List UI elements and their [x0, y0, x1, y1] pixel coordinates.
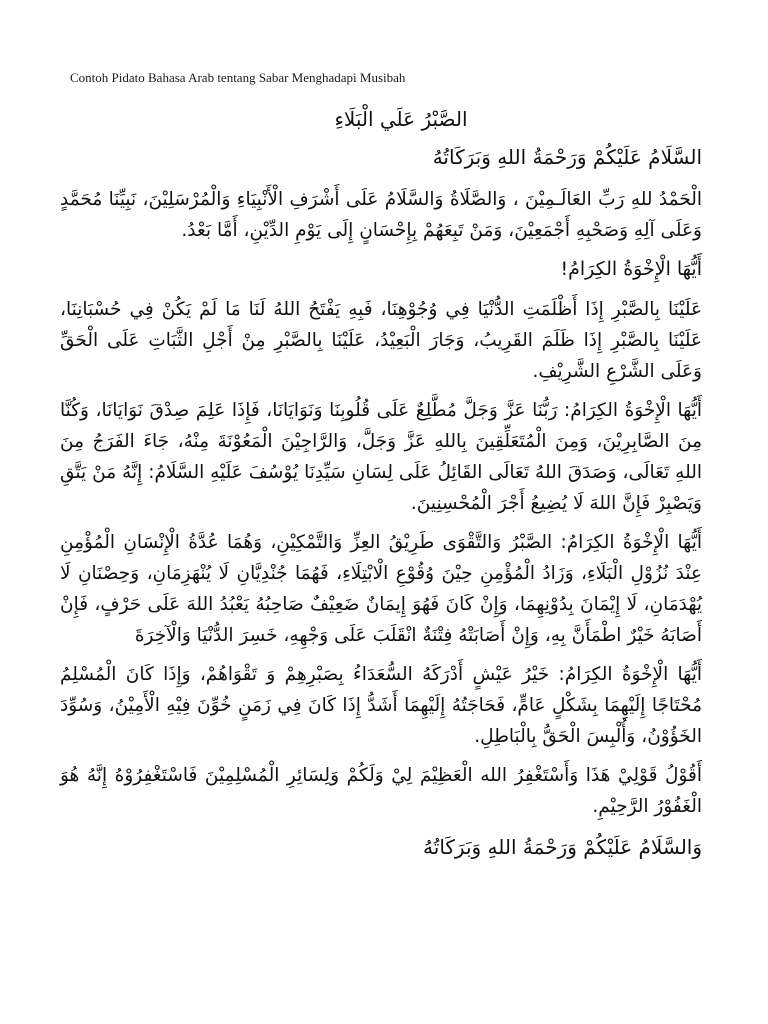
closing-salam: وَالسَّلَامُ عَلَيْكُمْ وَرَحْمَةُ اللهِ وَبَرَكَاتُهُ	[423, 835, 702, 859]
paragraph-istighfar: أَقُوْلُ قَوْلِيْ هَذَا وَأَسْتَغْفِرُ الله الْعَظِيْمَ لِيْ وَلَكُمْ وَلِسَائِرِ الْمُسْلِمِيْنَ فَاسْتَغْفِرُوْهُ إِنَّهُ هُوَ الْغَفُوْرُ الرَّحِيْمِ.	[60, 765, 702, 817]
speech-title: الصَّبْرُ عَلَي الْبَلَاءِ	[334, 107, 468, 131]
paragraph-opening: الْحَمْدُ للهِ رَبِّ العَالَـمِيْنَ ، وَالصَّلَاةُ وَالسَّلَامُ عَلَى أَشْرَفِ الْأَنْبِيَاءِ وَالْمُرْسَلِيْنَ، نَبِيِّنَا مُحَمَّدٍ وَعَلَى آلِهِ وَصَحْبِهِ أَجْمَعِيْنَ، وَمَنْ تَبِعَهُمْ بِإِحْسَانٍ إِلَى يَوْمِ الدِّيْنِ، أَمَّا بَعْدُ.	[60, 189, 702, 241]
opening-salam: السَّلَامُ عَلَيْكُمْ وَرَحْمَةُ اللهِ وَبَرَكَاتُهُ	[432, 145, 702, 169]
paragraph-patience: عَلَيْنَا بِالصَّبْرِ إِذَا أَظْلَمَتِ الدُّنْيَا فِي وُجُوْهِنَا، فَبِهِ يَفْتَحُ اللهُ لَنَا مَا لَمْ يَكُنْ فِي حُسْبَانِنَا، عَلَيْنَا بِالصَّبْرِ إِذَا ظَلَمَ القَرِيبُ، وَجَارَ الْبَعِيْدُ، عَلَيْنَا بِالصَّبْرِ مِنْ أَجْلِ الثَّبَاتِ عَلَى الْحَقِّ وَعَلَى الشَّرْعِ الشَّرِيْفِ.	[60, 299, 702, 382]
document-header: Contoh Pidato Bahasa Arab tentang Sabar Menghadapi Musibah	[70, 70, 406, 85]
paragraph-address: أَيُّهَا الْإِخْوَةُ الكِرَامُ!	[560, 258, 702, 280]
speech-body	[60, 98, 702, 862]
paragraph-best-life: أَيُّهَا الْإِخْوَةُ الكِرَامُ: خَيْرُ عَيْشٍ أَدْرَكَهُ السُّعَدَاءُ بِصَبْرِهِمْ وَ تَقْوَاهُمْ، وَإِذَا كَانَ الْمُسْلِمُ مُحْتَاجًا إِلَيْهِمَا بِشَكْلٍ عَامٍّ، فَحَاجَتُهُ إِلَيْهِمَا أَشَدُّ إِذَا كَانَ فِي زَمَنٍ خُوِّنَ فِيْهِ الْأَمِيْنُ، وَسُوِّدَ الخَؤُوْنُ، وَأُلْبِسَ الْحَقُّ بِالْبَاطِلِ.	[60, 664, 702, 747]
paragraph-taqwa: أَيُّهَا الْإِخْوَةُ الكِرَامُ: الصَّبْرُ وَالتَّقْوَى طَرِيْقُ العِزِّ وَالتَّمْكِيْنِ، وَهُمَا عُدَّةُ الْإِنْسَانِ الْمُؤْمِنِ عِنْدَ نُزُوْلِ الْبَلَاءِ، وَزَادُ الْمُؤْمِنِ حِيْنَ وُقُوْعِ الْابْتِلَاءِ، فَهُمَا جُنْدِيَّانِ لَا يُنْهَزِمَانِ، وَحِصْنَانِ لَا يُهْدَمَانِ، لَا إِيْمَانَ بِدُوْنِهِمَا، وَإِنْ كَانَ فَهُوَ إِيمَانٌ ضَعِيْفٌ صَاحِبُهُ يَعْبُدُ اللهَ عَلَى حَرْفٍ، فَإِنْ أَصَابَهُ خَيْرٌ اطْمَأَنَّ بِهِ، وَإِنْ أَصَابَتْهُ فِتْنَةٌ انْقَلَبَ عَلَى وَجْهِهِ، خَسِرَ الدُّنْيَا وَالْآخِرَةَ	[60, 532, 702, 646]
paragraph-intentions: أَيُّهَا الْإِخْوَةُ الكِرَامُ: رَبُّنَا عَزَّ وَجَلَّ مُطَّلِعٌ عَلَى قُلُوبِنَا وَنَوَايَانَا، فَإِذَا عَلِمَ صِدْقَ نَوَايَانَا، وَكُنَّا مِنَ الصَّابِرِيْنَ، وَمِنَ الْمُتَعَلِّقِينَ بِاللهِ عَزَّ وَجَلَّ، وَالرَّاجِيْنَ الْمَعُوْنَةَ مِنْهُ، جَاءَ الفَرَجُ مِنَ اللهِ تَعَالَى، وَصَدَقَ اللهُ تَعَالَى القَائِلُ عَلَى لِسَانِ سَيِّدِنَا يُوْسُفَ عَلَيْهِ السَّلَامُ: إِنَّهُ مَنْ يَتَّقِ وَيَصْبِرْ فَإِنَّ اللهَ لَا يُضِيعُ أَجْرَ الْمُحْسِنِينَ.	[60, 400, 702, 514]
